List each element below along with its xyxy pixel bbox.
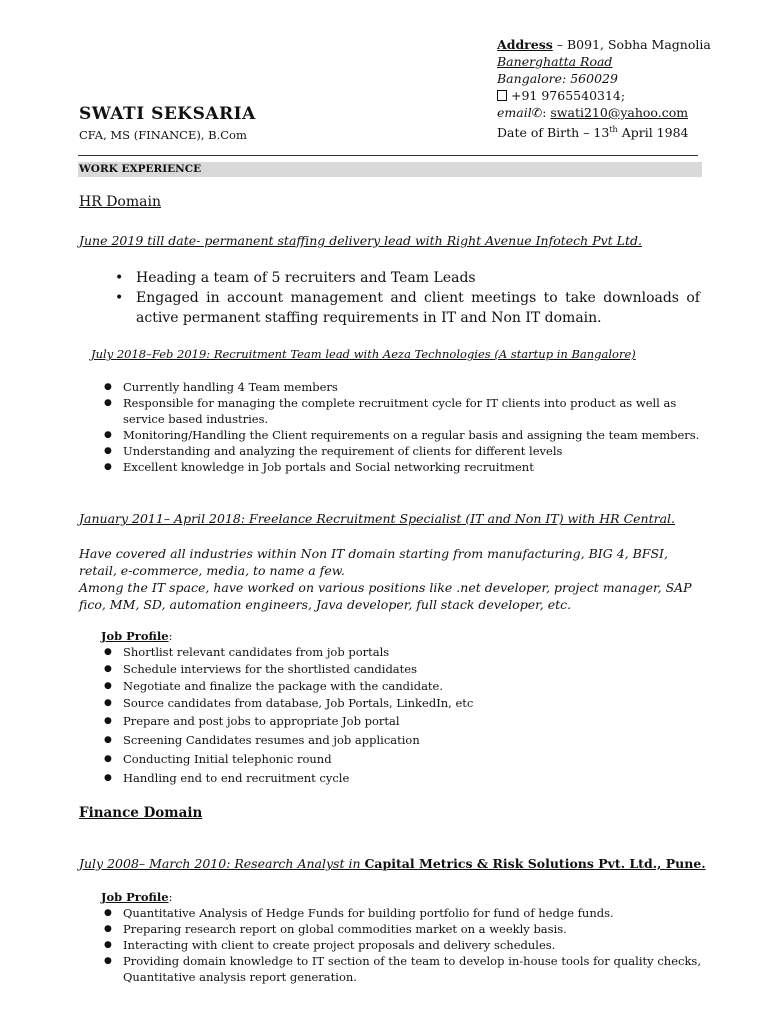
bullet-glyph: ●: [104, 664, 112, 674]
bullet-glyph: ●: [104, 956, 112, 966]
dob-prefix: Date of Birth – 13: [497, 125, 610, 141]
list-item-text: Responsible for managing the complete recruitment cycle for IT clients into product as well as service based industries.: [123, 396, 677, 426]
list-item-text: Conducting Initial telephonic round: [123, 752, 332, 766]
job-profile-label: Job Profile: [101, 629, 169, 643]
list-item-text: Quantitative Analysis of Hedge Funds for building portfolio for fund of hedge funds.: [123, 906, 614, 920]
address-line-3: Bangalore: 560029: [497, 71, 618, 86]
list-item-text: Understanding and analyzing the requirement of clients for different levels: [123, 444, 563, 458]
list-item: [104, 713, 701, 732]
bullet-glyph: ●: [104, 462, 112, 472]
finance-job1-heading-company: Capital Metrics & Risk Solutions Pvt. Ltd., Pune.: [364, 856, 706, 871]
job-profile-colon: :: [168, 629, 173, 643]
bullet-glyph: ●: [104, 735, 112, 745]
hr-job3-heading: January 2011– April 2018: Freelance Recruitment Specialist (IT and Non IT) with HR Central.: [79, 511, 676, 526]
list-item-text: Negotiate and finalize the package with the candidate.: [123, 679, 444, 693]
list-item: [104, 379, 701, 395]
list-item-text: Preparing research report on global commodities market on a weekly basis.: [123, 922, 567, 936]
contact-block: [497, 36, 737, 141]
dob-suffix: April 1984: [617, 125, 689, 141]
bullet-glyph: ●: [104, 681, 112, 691]
list-item-text: Schedule interviews for the shortlisted candidates: [123, 662, 417, 676]
email-icon: ✆: [531, 105, 543, 120]
hr-job3-profile-label: [101, 628, 172, 644]
hr-job3-description: [79, 545, 701, 613]
bullet-glyph: •: [115, 290, 124, 306]
finance-job1-heading: [79, 855, 706, 872]
bullet-glyph: ●: [104, 908, 112, 918]
list-item-text: Heading a team of 5 recruiters and Team Leads: [136, 270, 476, 286]
email-link[interactable]: swati210@yahoo.com: [550, 105, 689, 120]
finance-job1-list: [104, 905, 701, 985]
qualifications: CFA, MS (FINANCE), B.Com: [79, 128, 247, 142]
bullet-glyph: ●: [104, 446, 112, 456]
list-item-text: Currently handling 4 Team members: [123, 380, 338, 394]
bullet-glyph: ●: [104, 698, 112, 708]
job-profile-colon: :: [168, 890, 173, 904]
bullet-glyph: ●: [104, 647, 112, 657]
bullet-glyph: ●: [104, 382, 112, 392]
list-item: [104, 427, 701, 443]
list-item: [115, 268, 700, 288]
dob-sup: th: [609, 125, 618, 134]
bullet-glyph: ●: [104, 924, 112, 934]
list-item: [104, 678, 701, 695]
list-item-text: Monitoring/Handling the Client requirements on a regular basis and assigning the team members.: [123, 428, 700, 442]
list-item: [104, 921, 701, 937]
job-profile-label: Job Profile: [101, 890, 169, 904]
email-label: email: [497, 105, 532, 120]
hr-job3-list: [104, 644, 701, 789]
hr-domain-title: HR Domain: [79, 194, 161, 210]
list-item-text: Excellent knowledge in Job portals and Social networking recruitment: [123, 460, 534, 474]
bullet-glyph: ●: [104, 716, 112, 726]
list-item: [104, 395, 701, 427]
list-item: [104, 644, 701, 661]
hr-job3-para2: Among the IT space, have worked on various positions like .net developer, project manager, SAP fico, MM, SD, automation engineers, Java developer, full stack developer, etc.: [79, 580, 692, 612]
bullet-glyph: ●: [104, 754, 112, 764]
hr-job1-list: [115, 268, 700, 328]
phone-icon: [497, 90, 507, 101]
candidate-name: SWATI SEKSARIA: [79, 104, 256, 124]
list-item: [104, 770, 701, 789]
list-item: [104, 443, 701, 459]
list-item: [104, 905, 701, 921]
finance-domain-title: Finance Domain: [79, 805, 203, 821]
finance-job1-profile-label: [101, 889, 172, 905]
hr-job2-list: [104, 379, 701, 475]
bullet-glyph: ●: [104, 398, 112, 408]
phone-line: [497, 87, 737, 104]
address-line-1: [497, 36, 737, 53]
list-item: [104, 732, 701, 751]
list-item-text: Screening Candidates resumes and job application: [123, 733, 420, 747]
header-divider: [78, 155, 698, 156]
list-item: [104, 937, 701, 953]
list-item: [104, 953, 701, 985]
list-item-text: Handling end to end recruitment cycle: [123, 771, 350, 785]
bullet-glyph: •: [115, 270, 124, 286]
list-item: [104, 661, 701, 678]
hr-job2-heading: July 2018–Feb 2019: Recruitment Team lead with Aeza Technologies (A startup in Bangalore): [91, 347, 636, 361]
list-item-text: Source candidates from database, Job Portals, LinkedIn, etc: [123, 696, 474, 710]
finance-job1-heading-italic: July 2008– March 2010: Research Analyst in: [79, 856, 365, 871]
list-item-text: Interacting with client to create project proposals and delivery schedules.: [123, 938, 556, 952]
list-item: [104, 695, 701, 713]
address-text: – B091, Sobha Magnolia: [552, 37, 711, 52]
hr-job1-heading: June 2019 till date- permanent staffing delivery lead with Right Avenue Infotech Pvt Ltd.: [79, 233, 642, 248]
list-item-text: Providing domain knowledge to IT section of the team to develop in-house tools for quality checks, Quantitative analysis report generation.: [123, 954, 701, 984]
list-item-text: Engaged in account management and client meetings to take downloads of active permanent staffing requirements in IT and Non IT domain.: [136, 290, 700, 326]
section-title: WORK EXPERIENCE: [79, 163, 202, 175]
hr-job3-para1: Have covered all industries within Non IT domain starting from manufacturing, BIG 4, BFSI, retail, e-commerce, media, to name a few.: [79, 546, 668, 578]
bullet-glyph: ●: [104, 430, 112, 440]
phone-number: +91 9765540314;: [511, 88, 626, 103]
bullet-glyph: ●: [104, 773, 112, 783]
list-item: [115, 288, 700, 328]
list-item: [104, 751, 701, 770]
address-label: Address: [497, 37, 553, 52]
bullet-glyph: ●: [104, 940, 112, 950]
address-line-2: Banerghatta Road: [497, 54, 613, 69]
list-item: [104, 459, 701, 475]
dob-line: [497, 121, 737, 141]
list-item-text: Prepare and post jobs to appropriate Job portal: [123, 714, 400, 728]
list-item-text: Shortlist relevant candidates from job portals: [123, 645, 390, 659]
email-line: email✆: swati210@yahoo.com: [497, 105, 689, 120]
